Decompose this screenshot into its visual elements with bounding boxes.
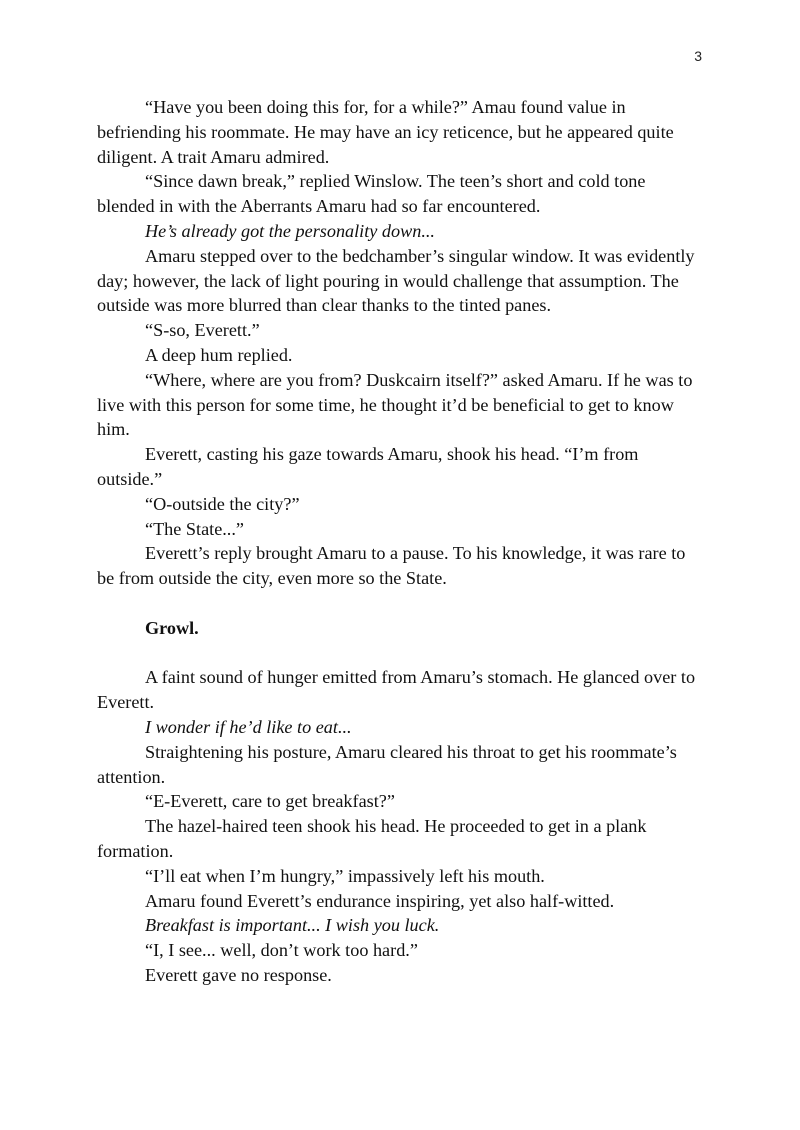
thought-paragraph: He’s already got the personality down... xyxy=(145,220,435,241)
paragraph: A deep hum replied. xyxy=(145,344,293,365)
thought-paragraph: Breakfast is important... I wish you luck. xyxy=(145,915,440,936)
paragraph: A faint sound of hunger emitted from Amaru’s stomach. He glanced over to Everett. xyxy=(97,667,696,713)
page-number: 3 xyxy=(694,48,702,64)
paragraph: “I, I see... well, don’t work too hard.” xyxy=(145,940,418,961)
paragraph: “Where, where are you from? Duskcairn itself?” asked Amaru. If he was to live with this person for some time, he thought it’d be beneficial to get to know him. xyxy=(97,369,693,440)
paragraph: “Have you been doing this for, for a while?” Amau found value in befriending his roommate. He may have an icy reticence, but he appeared quite diligent. A trait Amaru admired. xyxy=(97,97,674,167)
story-body xyxy=(97,95,703,988)
paragraph: “E-Everett, care to get breakfast?” xyxy=(145,791,395,812)
paragraph: Amaru stepped over to the bedchamber’s singular window. It was evidently day; however, the lack of light pouring in would challenge that assumption. The outside was more blurred than clear thanks to the tinted panes. xyxy=(97,245,695,316)
paragraph: Amaru found Everett’s endurance inspiring, yet also half-witted. xyxy=(145,890,615,911)
paragraph: “Since dawn break,” replied Winslow. The teen’s short and cold tone blended in with the Aberrants Amaru had so far encountered. xyxy=(97,171,646,217)
paragraph: “The State...” xyxy=(145,518,244,539)
paragraph: “I’ll eat when I’m hungry,” impassively left his mouth. xyxy=(145,865,545,886)
paragraph: “O-outside the city?” xyxy=(145,493,300,514)
sound-heading: Growl. xyxy=(145,617,199,638)
paragraph: Everett, casting his gaze towards Amaru, shook his head. “I’m from outside.” xyxy=(97,444,639,489)
paragraph: Everett gave no response. xyxy=(145,964,332,985)
paragraph: The hazel-haired teen shook his head. He proceeded to get in a plank formation. xyxy=(97,816,647,861)
thought-paragraph: I wonder if he’d like to eat... xyxy=(145,716,352,737)
paragraph: “S-so, Everett.” xyxy=(145,320,260,341)
paragraph: Straightening his posture, Amaru cleared his throat to get his roommate’s attention. xyxy=(97,741,677,787)
paragraph: Everett’s reply brought Amaru to a pause. To his knowledge, it was rare to be from outside the city, even more so the State. xyxy=(97,543,686,589)
